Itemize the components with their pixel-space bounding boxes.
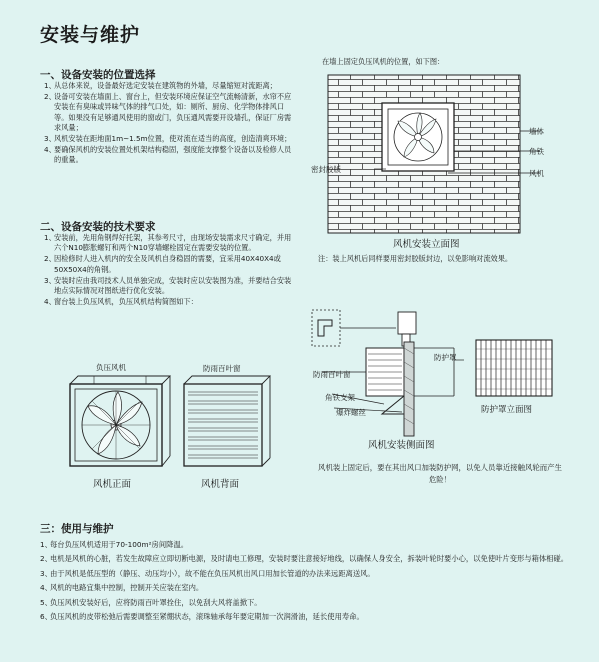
list-item: 1、 安装前，先用角钢焊好托架，其参考尺寸，由现场安装需求尺寸确定，并用六个N10膨胀螺钉和两个N10穿墙螺栓固定在需要安装的位置。	[44, 233, 292, 253]
wall-label: 墙体	[529, 127, 544, 136]
guard-caption: 防护罩立面图	[481, 405, 533, 415]
fan-front-diagram	[68, 372, 168, 470]
list-item: 1、 从总体来说，设备最好选定安装在建筑物的外墙，尽量缩短对流距离；	[44, 81, 277, 90]
wall-elevation-diagram	[326, 73, 556, 235]
list-item: 3、 风机安装在距地面1m~1.5m位置，使对流在适当的高度，创造清爽环境；	[44, 134, 292, 144]
list-item: 6、 负压风机的皮带松弛后需要调整至紧绷状态，滚珠轴承每年要定期加一次润滑油，延长使用寿命。	[40, 612, 364, 622]
guard-elevation-diagram	[475, 339, 553, 397]
wall-note: 注：装上风机后同样要用密封胶版封边，以免影响对流效果。	[318, 254, 513, 263]
list-item: 3、 安装时应由我司技术人员单独完成，安装时应以安装图为准，并要结合安装地点实际情况对图纸进行优化安装。	[44, 275, 292, 296]
front-caption: 风机正面	[93, 479, 132, 490]
side-louver-label: 防雨百叶窗	[313, 370, 351, 379]
list-item: 4、 风机的电路宜集中控制，控制开关应装在室内。	[40, 583, 204, 593]
list-item: 1、 每台负压风机适用于70-100m²房间降温。	[40, 540, 189, 549]
wall-intro: 在墙上固定负压风机的位置，如下图：	[322, 57, 445, 66]
list-item: 2、 设备可安装在墙面上、窗台上，但安装环境应保证空气流畅清新，水帘不应安装在有臭味或异味气体的排气口处，如：厕所、厨房、化学物体排风口等。如果没有足够通风使用的窗或门，负压通风需要开设墙孔，保证厂房需求风量；	[44, 92, 292, 132]
fan-wall-label: 风机	[529, 169, 544, 178]
angle-label: 角铁	[529, 147, 544, 156]
list-item: 2、 电机是风机的心脏，若发生故障应立即切断电源，及时请电工修理，安装时要注意接好地线，以确保人身安全，拆装叶轮时要小心，以免使叶片变形与箱体相碰。	[40, 554, 569, 564]
page-title: 安装与维护	[40, 24, 141, 46]
fan-back-diagram	[182, 374, 272, 468]
section3-list	[40, 538, 580, 624]
bolt-label: 爆炸螺丝	[336, 408, 366, 417]
section3-heading: 三：使用与维护	[40, 523, 114, 535]
list-item: 3、 由于风机是低压型的（静压、动压均小），故不能在负压风机出风口用加长管道的办法来远距离送风。	[40, 568, 375, 578]
section1-list	[44, 81, 294, 167]
bracket-label: 角铁支架	[325, 393, 355, 402]
side-caption: 风机安装侧面图	[368, 440, 435, 451]
section2-list	[44, 233, 294, 308]
section1-heading: 一、设备安装的位置选择	[40, 69, 156, 81]
fan-label: 负压风机	[96, 363, 126, 372]
list-item: 5、 负压风机安装好后，应将防雨百叶罩拴住，以免刮大风将盖掀下。	[40, 597, 262, 607]
section2-heading: 二、设备安装的技术要求	[40, 221, 156, 233]
list-item: 4、 窗台装上负压风机，负压风机结构简图如下：	[44, 297, 198, 307]
list-item: 4、 要确保风机的安装位置处机架结构稳固，强度能支撑整个设备以及检修人员的重量。	[44, 145, 292, 165]
guard-label: 防护罩	[434, 353, 457, 362]
wall-caption: 风机安装立面图	[393, 239, 460, 250]
sealant-label: 密封胶版	[311, 165, 341, 174]
back-caption: 风机背面	[201, 479, 240, 490]
louver-label: 防雨百叶窗	[203, 364, 241, 373]
list-item: 2、 因检修时人进入机内的安全及风机自身稳固的需要，宜采用40X40X4或50X50X4的角钢。	[44, 254, 281, 274]
side-paragraph: 风机装上固定后，要在其出风口加装防护网，以免人员靠近接触风轮而产生危险！	[318, 463, 562, 484]
